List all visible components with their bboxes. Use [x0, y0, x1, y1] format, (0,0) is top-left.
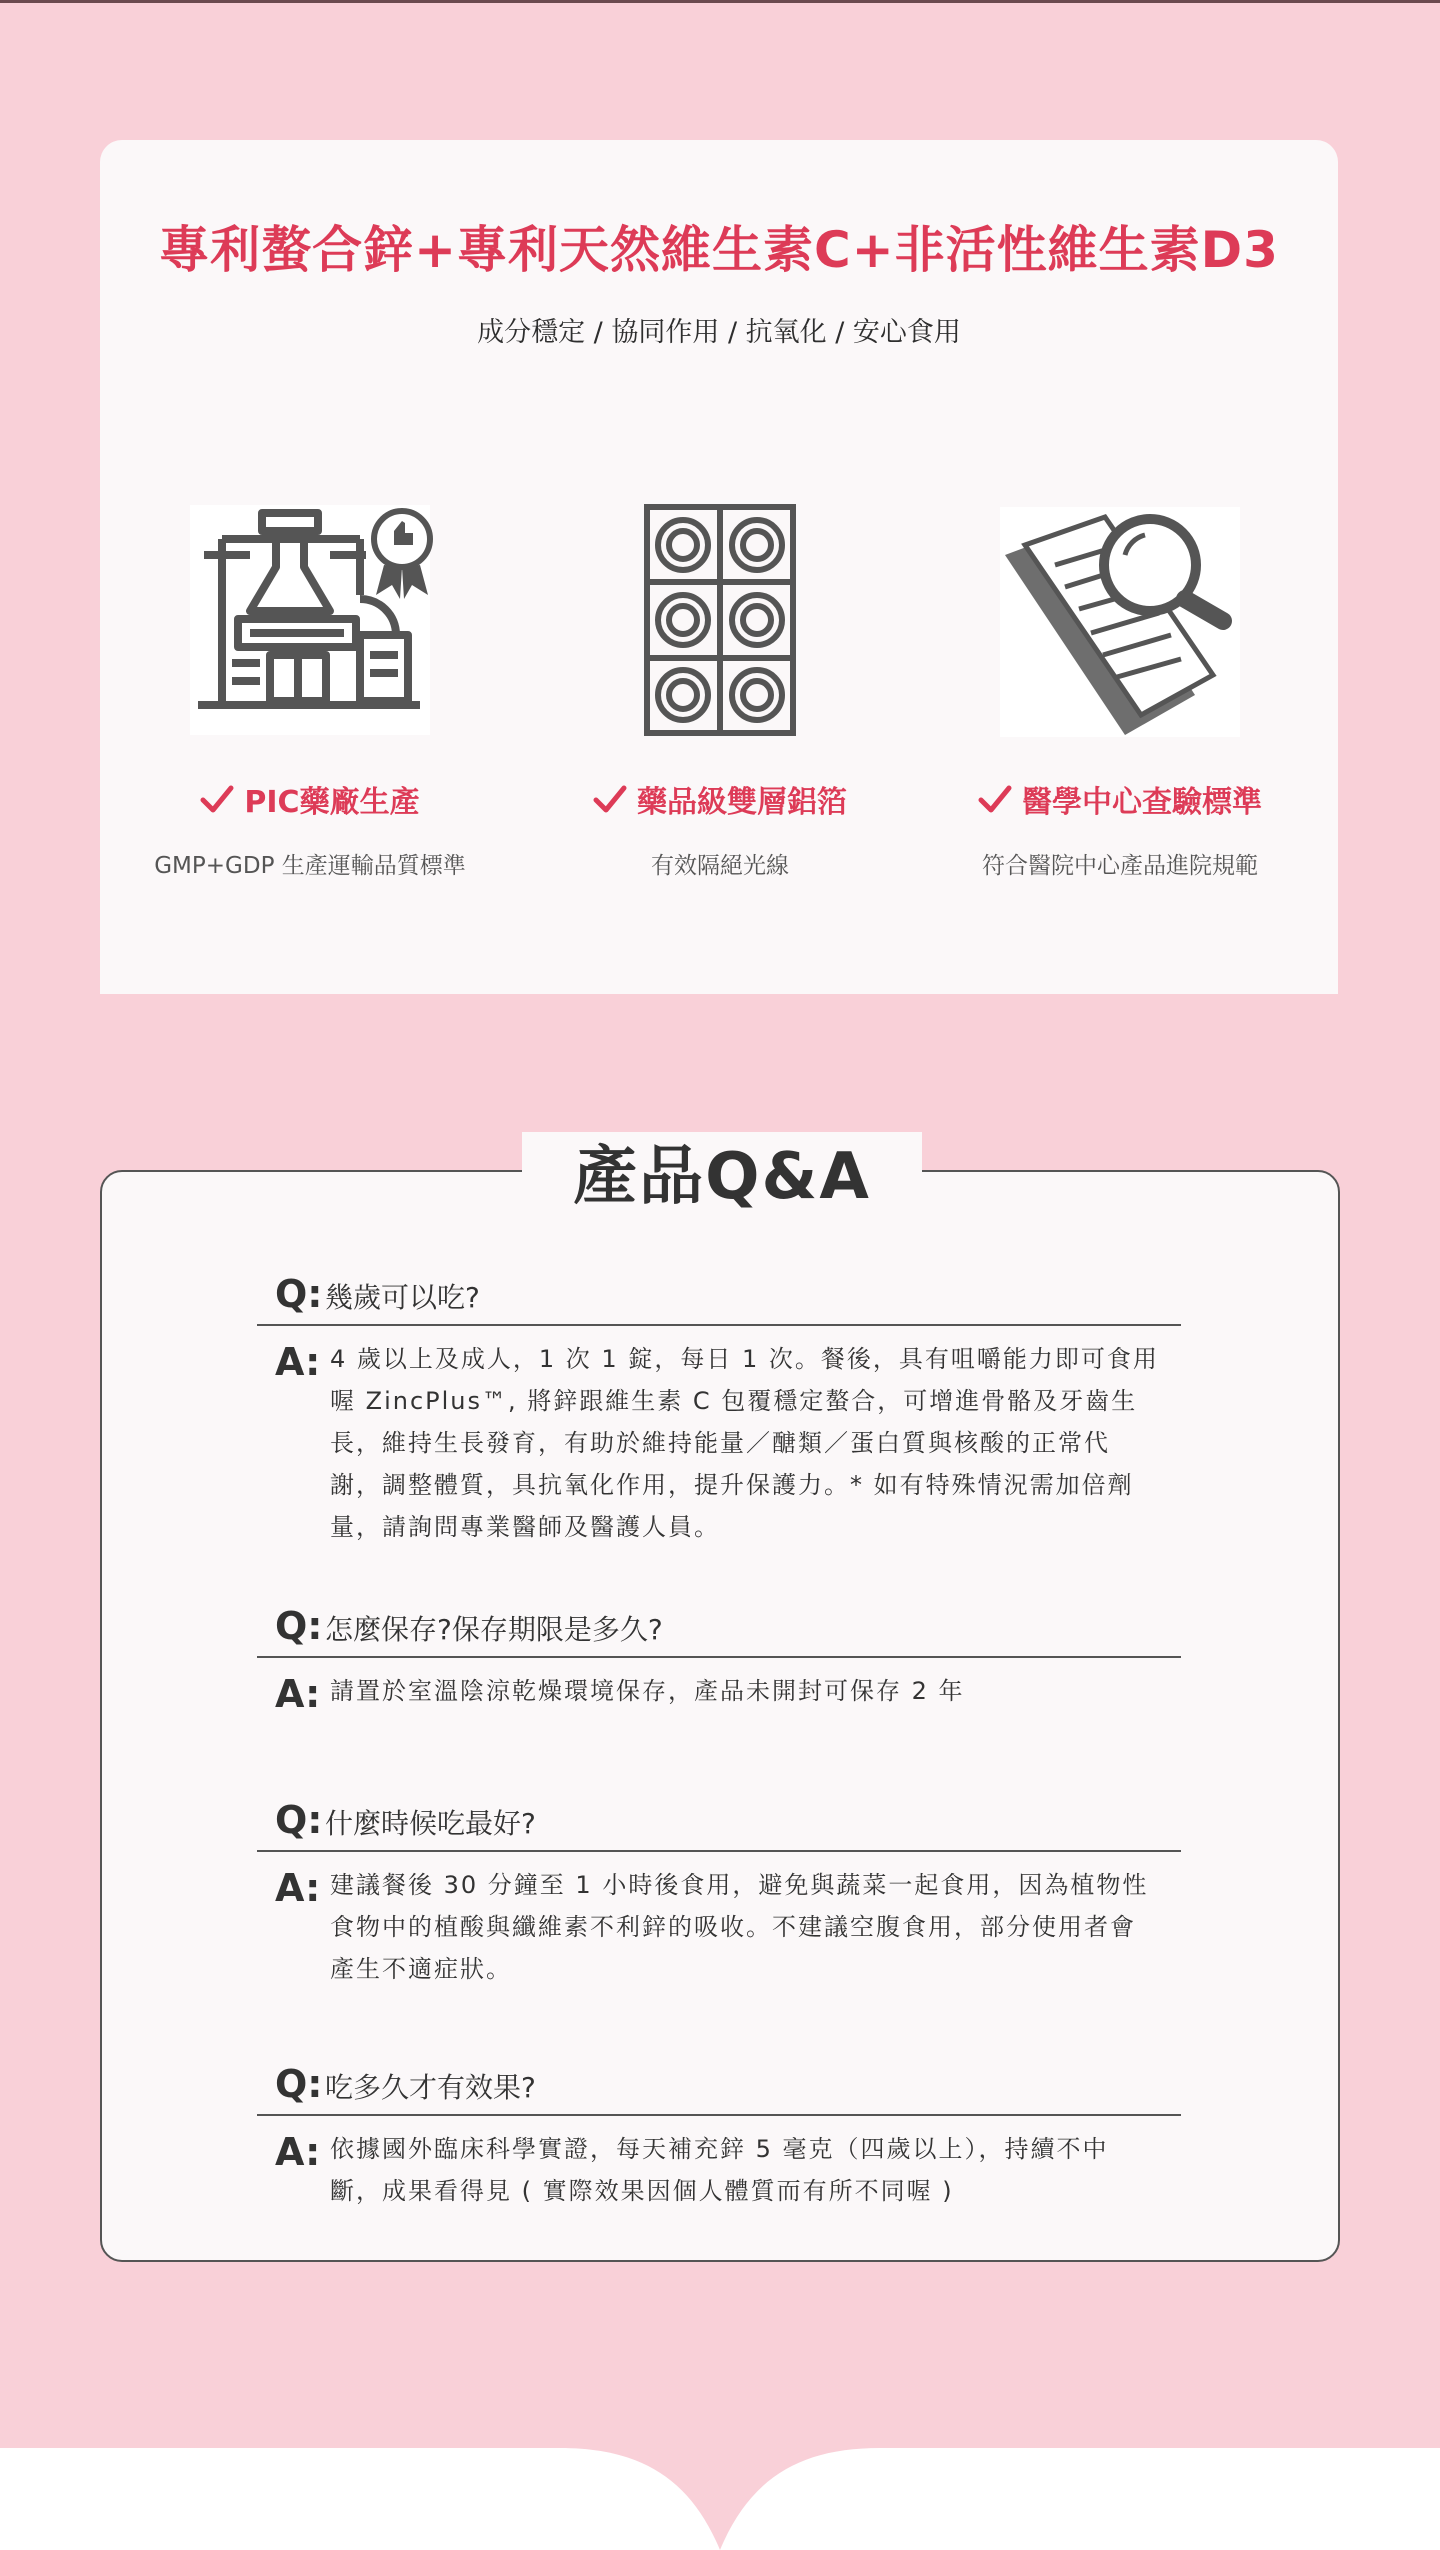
question-text: 怎麼保存?保存期限是多久? — [325, 1613, 663, 1646]
q-letter: Q: — [275, 1604, 323, 1648]
feature-item-blister — [510, 495, 930, 880]
top-divider — [0, 0, 1440, 3]
bottom-wave-divider — [0, 2448, 1440, 2550]
qa-heading-wrap — [522, 1132, 922, 1222]
feature-item-pic-factory — [100, 495, 520, 880]
question-row — [257, 1272, 1181, 1326]
feature-label-blister: 藥品級雙層鋁箔 — [510, 777, 930, 821]
answer-row — [257, 1864, 1181, 1990]
answer-row — [257, 2128, 1181, 2212]
qa-item-effect — [257, 2062, 1181, 2212]
question-row — [257, 1604, 1181, 1658]
question-text: 幾歲可以吃? — [325, 1281, 480, 1314]
feature-item-medical-standard — [910, 495, 1330, 880]
q-letter: Q: — [275, 1272, 323, 1316]
feature-desc-pic: GMP+GDP 生產運輸品質標準 — [154, 853, 466, 879]
document-magnifier-icon — [995, 495, 1245, 745]
check-icon — [978, 784, 1012, 814]
a-letter: A: — [275, 1340, 321, 1384]
question-row — [257, 2062, 1181, 2116]
feature-subtitle: 成分穩定 / 協同作用 / 抗氧化 / 安心食用 — [477, 317, 961, 348]
answer-row — [257, 1670, 1181, 1718]
answer-text: 建議餐後 30 分鐘至 1 小時後食用，避免與蔬菜一起食用，因為植物性食物中的植酸與纖維素不利鋅的吸收。不建議空腹食用，部分使用者會產生不適症狀。 — [330, 1871, 1149, 1983]
question-text: 什麼時候吃最好? — [325, 1807, 536, 1840]
feature-label-pic: PIC藥廠生產 — [100, 777, 520, 821]
qa-card — [100, 1140, 1340, 2262]
feature-desc-medical: 符合醫院中心產品進院規範 — [982, 853, 1258, 879]
answer-text: 請置於室溫陰涼乾燥環境保存，產品未開封可保存 2 年 — [330, 1677, 965, 1705]
blister-pack-icon — [635, 495, 805, 745]
feature-desc-blister: 有效隔絕光線 — [651, 853, 789, 879]
q-letter: Q: — [275, 1798, 323, 1842]
a-letter: A: — [275, 1866, 321, 1910]
check-icon — [200, 784, 234, 814]
qa-item-timing — [257, 1798, 1181, 1990]
question-row — [257, 1798, 1181, 1852]
feature-card — [100, 140, 1338, 994]
answer-text: 4 歲以上及成人，1 次 1 錠，每日 1 次。餐後，具有咀嚼能力即可食用喔 ZincPlus™, 將鋅跟維生素 C 包覆穩定螯合，可增進骨骼及牙齒生長，維持生長發育，有助於維持能量／醣類／蛋白質與核酸的正常代謝，調整體質，具抗氧化作用，提升保護力。* 如有特殊情況需加倍劑量，請詢問專業醫師及醫護人員。 — [330, 1345, 1159, 1541]
feature-label-medical: 醫學中心查驗標準 — [910, 777, 1330, 821]
factory-flask-icon — [180, 495, 440, 745]
qa-item-age — [257, 1272, 1181, 1548]
feature-title: 專利螯合鋅+專利天然維生素C+非活性維生素D3 — [159, 221, 1279, 279]
question-text: 吃多久才有效果? — [325, 2071, 536, 2104]
a-letter: A: — [275, 2130, 321, 2174]
qa-heading: 產品Q&A — [573, 1140, 871, 1214]
check-icon — [593, 784, 627, 814]
answer-text: 依據國外臨床科學實證，每天補充鋅 5 毫克（四歲以上），持續不中斷，成果看得見 ( 實際效果因個人體質而有所不同喔 ) — [330, 2135, 1109, 2205]
q-letter: Q: — [275, 2062, 323, 2106]
qa-item-storage — [257, 1604, 1181, 1718]
a-letter: A: — [275, 1672, 321, 1716]
answer-row — [257, 1338, 1181, 1548]
